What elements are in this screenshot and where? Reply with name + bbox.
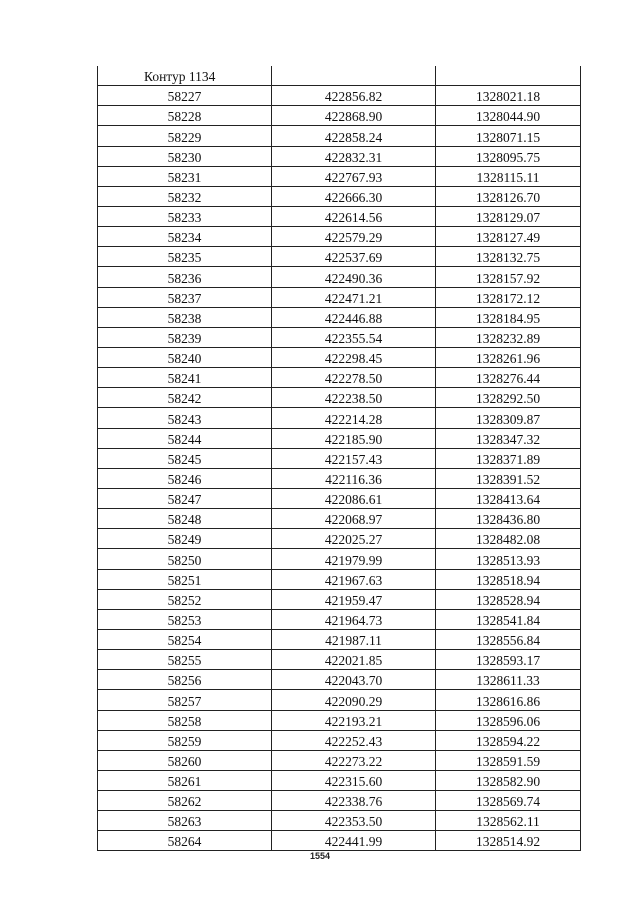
x-coordinate-cell: 422193.21 (272, 710, 436, 730)
x-coordinate-cell: 422021.85 (272, 650, 436, 670)
table-row (98, 750, 581, 770)
y-coordinate-cell: 1328513.93 (436, 549, 581, 569)
table-row (98, 166, 581, 186)
x-coordinate-cell: 422471.21 (272, 287, 436, 307)
table-row (98, 307, 581, 327)
table-row (98, 186, 581, 206)
x-coordinate-cell: 421987.11 (272, 629, 436, 649)
point-number-cell: 58252 (98, 589, 272, 609)
y-coordinate-cell: 1328276.44 (436, 368, 581, 388)
y-coordinate-cell: 1328528.94 (436, 589, 581, 609)
x-coordinate-cell: 421959.47 (272, 589, 436, 609)
y-coordinate-cell: 1328611.33 (436, 670, 581, 690)
point-number-cell: 58249 (98, 529, 272, 549)
table-row (98, 509, 581, 529)
x-coordinate-cell: 422579.29 (272, 227, 436, 247)
table-body (98, 66, 581, 851)
y-coordinate-cell: 1328591.59 (436, 750, 581, 770)
x-coordinate-cell: 422025.27 (272, 529, 436, 549)
y-coordinate-cell: 1328172.12 (436, 287, 581, 307)
table-row (98, 670, 581, 690)
y-coordinate-cell: 1328157.92 (436, 267, 581, 287)
header-cell-x (272, 66, 436, 86)
x-coordinate-cell: 422441.99 (272, 831, 436, 851)
x-coordinate-cell: 422537.69 (272, 247, 436, 267)
table-row (98, 347, 581, 367)
point-number-cell: 58261 (98, 770, 272, 790)
y-coordinate-cell: 1328593.17 (436, 650, 581, 670)
y-coordinate-cell: 1328514.92 (436, 831, 581, 851)
table-row (98, 730, 581, 750)
table-row (98, 408, 581, 428)
y-coordinate-cell: 1328582.90 (436, 770, 581, 790)
y-coordinate-cell: 1328132.75 (436, 247, 581, 267)
table-row (98, 388, 581, 408)
y-coordinate-cell: 1328261.96 (436, 347, 581, 367)
x-coordinate-cell: 422666.30 (272, 186, 436, 206)
y-coordinate-cell: 1328482.08 (436, 529, 581, 549)
y-coordinate-cell: 1328371.89 (436, 448, 581, 468)
point-number-cell: 58231 (98, 166, 272, 186)
point-number-cell: 58262 (98, 791, 272, 811)
point-number-cell: 58234 (98, 227, 272, 247)
point-number-cell: 58254 (98, 629, 272, 649)
point-number-cell: 58259 (98, 730, 272, 750)
x-coordinate-cell: 422338.76 (272, 791, 436, 811)
y-coordinate-cell: 1328129.07 (436, 206, 581, 226)
table-row (98, 690, 581, 710)
y-coordinate-cell: 1328232.89 (436, 327, 581, 347)
point-number-cell: 58241 (98, 368, 272, 388)
table-header-row (98, 66, 581, 86)
point-number-cell: 58237 (98, 287, 272, 307)
x-coordinate-cell: 422315.60 (272, 770, 436, 790)
x-coordinate-cell: 422273.22 (272, 750, 436, 770)
x-coordinate-cell: 422043.70 (272, 670, 436, 690)
y-coordinate-cell: 1328518.94 (436, 569, 581, 589)
point-number-cell: 58227 (98, 86, 272, 106)
point-number-cell: 58232 (98, 186, 272, 206)
point-number-cell: 58258 (98, 710, 272, 730)
x-coordinate-cell: 422116.36 (272, 468, 436, 488)
point-number-cell: 58242 (98, 388, 272, 408)
table-row (98, 106, 581, 126)
x-coordinate-cell: 422355.54 (272, 327, 436, 347)
point-number-cell: 58253 (98, 609, 272, 629)
x-coordinate-cell: 422446.88 (272, 307, 436, 327)
table-row (98, 831, 581, 851)
x-coordinate-cell: 422185.90 (272, 428, 436, 448)
point-number-cell: 58235 (98, 247, 272, 267)
point-number-cell: 58255 (98, 650, 272, 670)
x-coordinate-cell: 422832.31 (272, 146, 436, 166)
table-row (98, 811, 581, 831)
point-number-cell: 58244 (98, 428, 272, 448)
table-row (98, 549, 581, 569)
table-row (98, 227, 581, 247)
table-row (98, 448, 581, 468)
table-row (98, 126, 581, 146)
point-number-cell: 58245 (98, 448, 272, 468)
point-number-cell: 58256 (98, 670, 272, 690)
table-row (98, 327, 581, 347)
point-number-cell: 58250 (98, 549, 272, 569)
y-coordinate-cell: 1328127.49 (436, 227, 581, 247)
x-coordinate-cell: 422068.97 (272, 509, 436, 529)
point-number-cell: 58251 (98, 569, 272, 589)
point-number-cell: 58236 (98, 267, 272, 287)
point-number-cell: 58247 (98, 488, 272, 508)
y-coordinate-cell: 1328596.06 (436, 710, 581, 730)
x-coordinate-cell: 422490.36 (272, 267, 436, 287)
table-row (98, 629, 581, 649)
y-coordinate-cell: 1328309.87 (436, 408, 581, 428)
point-number-cell: 58240 (98, 347, 272, 367)
y-coordinate-cell: 1328391.52 (436, 468, 581, 488)
table-row (98, 267, 581, 287)
y-coordinate-cell: 1328556.84 (436, 629, 581, 649)
table-row (98, 368, 581, 388)
table-row (98, 529, 581, 549)
y-coordinate-cell: 1328184.95 (436, 307, 581, 327)
x-coordinate-cell: 422090.29 (272, 690, 436, 710)
table-row (98, 488, 581, 508)
point-number-cell: 58243 (98, 408, 272, 428)
table-row (98, 247, 581, 267)
y-coordinate-cell: 1328541.84 (436, 609, 581, 629)
x-coordinate-cell: 422868.90 (272, 106, 436, 126)
point-number-cell: 58248 (98, 509, 272, 529)
point-number-cell: 58257 (98, 690, 272, 710)
y-coordinate-cell: 1328021.18 (436, 86, 581, 106)
y-coordinate-cell: 1328616.86 (436, 690, 581, 710)
y-coordinate-cell: 1328095.75 (436, 146, 581, 166)
point-number-cell: 58230 (98, 146, 272, 166)
y-coordinate-cell: 1328347.32 (436, 428, 581, 448)
y-coordinate-cell: 1328562.11 (436, 811, 581, 831)
y-coordinate-cell: 1328115.11 (436, 166, 581, 186)
point-number-cell: 58233 (98, 206, 272, 226)
y-coordinate-cell: 1328594.22 (436, 730, 581, 750)
table-row (98, 710, 581, 730)
x-coordinate-cell: 422238.50 (272, 388, 436, 408)
table-row (98, 609, 581, 629)
point-number-cell: 58239 (98, 327, 272, 347)
x-coordinate-cell: 422214.28 (272, 408, 436, 428)
x-coordinate-cell: 421967.63 (272, 569, 436, 589)
table-row (98, 468, 581, 488)
point-number-cell: 58263 (98, 811, 272, 831)
point-number-cell: 58228 (98, 106, 272, 126)
table-row (98, 770, 581, 790)
y-coordinate-cell: 1328569.74 (436, 791, 581, 811)
point-number-cell: 58264 (98, 831, 272, 851)
table-row (98, 287, 581, 307)
y-coordinate-cell: 1328436.80 (436, 509, 581, 529)
table-row (98, 650, 581, 670)
page-number: 1554 (309, 851, 331, 861)
table-row (98, 569, 581, 589)
y-coordinate-cell: 1328071.15 (436, 126, 581, 146)
table-row (98, 428, 581, 448)
x-coordinate-cell: 422858.24 (272, 126, 436, 146)
table-row (98, 589, 581, 609)
point-number-cell: 58229 (98, 126, 272, 146)
x-coordinate-cell: 422252.43 (272, 730, 436, 750)
point-number-cell: 58246 (98, 468, 272, 488)
contour-label-cell: Контур 1134 (98, 66, 272, 86)
x-coordinate-cell: 422298.45 (272, 347, 436, 367)
x-coordinate-cell: 422856.82 (272, 86, 436, 106)
table-row (98, 206, 581, 226)
x-coordinate-cell: 421964.73 (272, 609, 436, 629)
point-number-cell: 58238 (98, 307, 272, 327)
y-coordinate-cell: 1328292.50 (436, 388, 581, 408)
x-coordinate-cell: 421979.99 (272, 549, 436, 569)
table-row (98, 86, 581, 106)
table-row (98, 791, 581, 811)
header-cell-y (436, 66, 581, 86)
x-coordinate-cell: 422767.93 (272, 166, 436, 186)
table-row (98, 146, 581, 166)
x-coordinate-cell: 422086.61 (272, 488, 436, 508)
x-coordinate-cell: 422614.56 (272, 206, 436, 226)
x-coordinate-cell: 422353.50 (272, 811, 436, 831)
coordinates-table (97, 66, 581, 851)
x-coordinate-cell: 422278.50 (272, 368, 436, 388)
x-coordinate-cell: 422157.43 (272, 448, 436, 468)
y-coordinate-cell: 1328413.64 (436, 488, 581, 508)
point-number-cell: 58260 (98, 750, 272, 770)
y-coordinate-cell: 1328126.70 (436, 186, 581, 206)
y-coordinate-cell: 1328044.90 (436, 106, 581, 126)
